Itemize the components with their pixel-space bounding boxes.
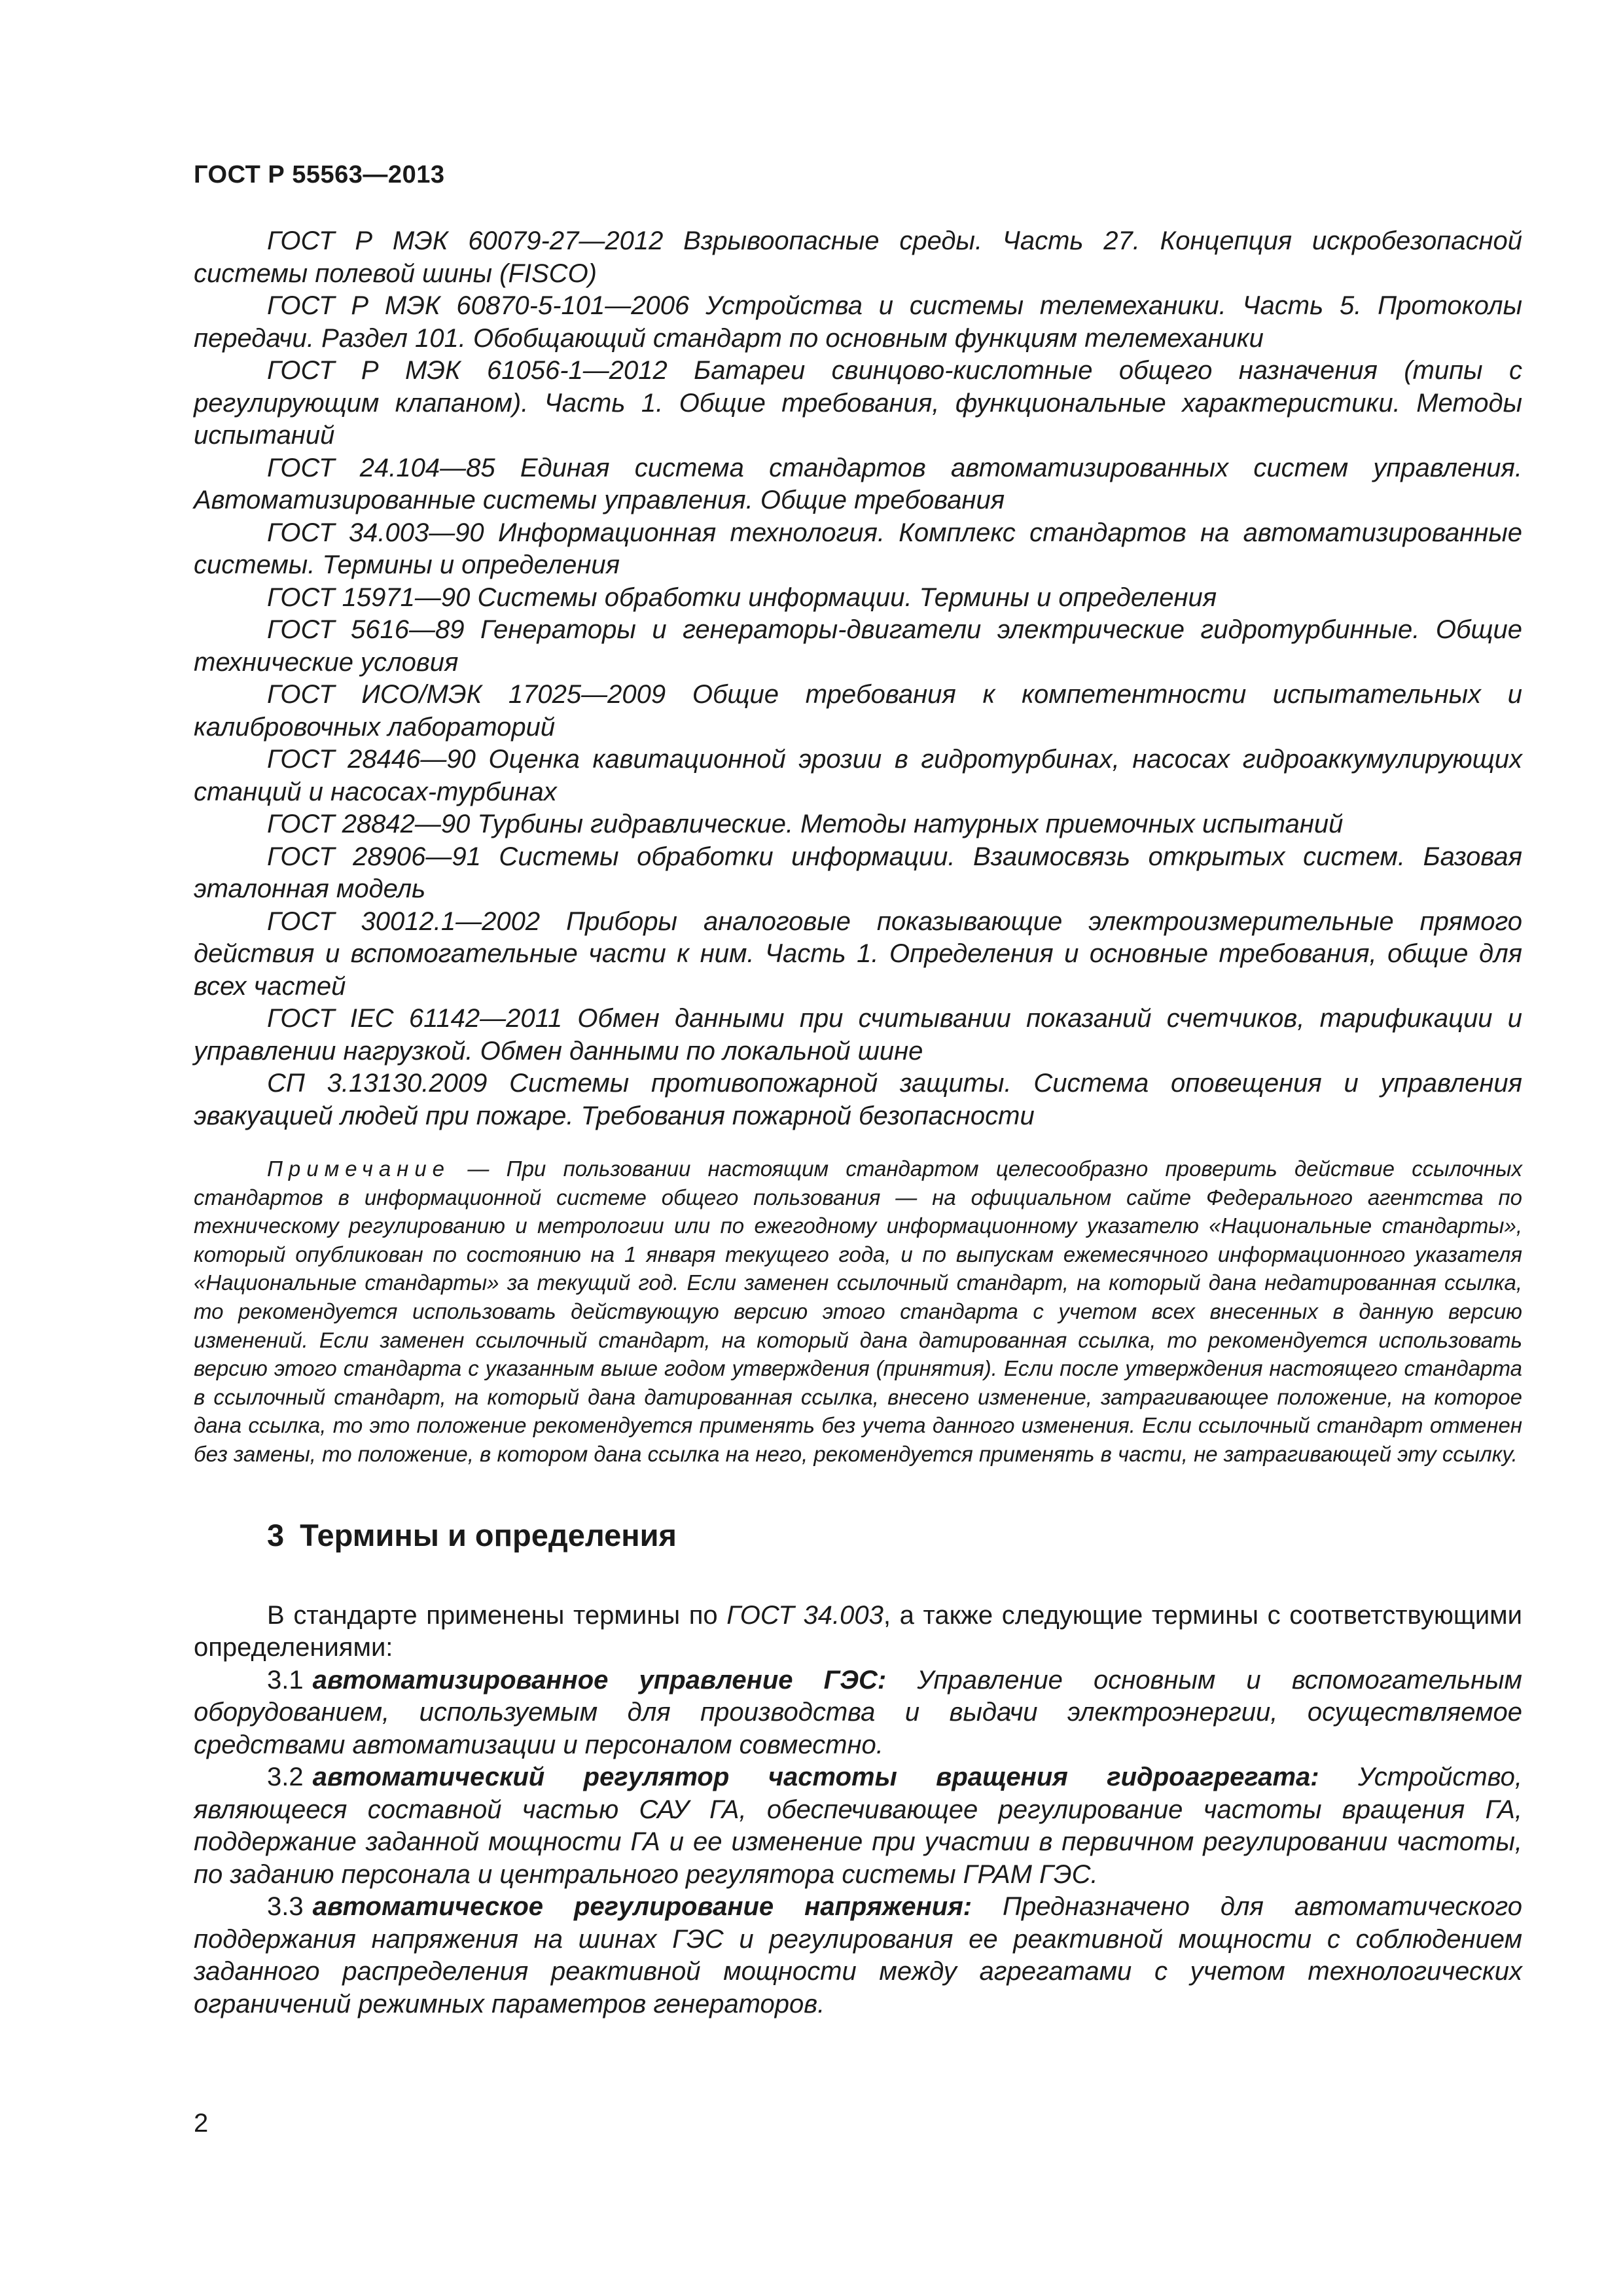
reference-item: ГОСТ 30012.1—2002 Приборы аналоговые показывающие электроизмерительные прямого действия и вспомогательные части к ним. Часть 1. Определения и основные требования, общие для всех частей — [194, 906, 1522, 1001]
terms-intro-before: В стандарте применены термины по — [267, 1600, 727, 1630]
term-number: 3.1 — [267, 1665, 304, 1695]
reference-item: ГОСТ 5616—89 Генераторы и генераторы-двигатели электрические гидротурбинные. Общие технические условия — [194, 615, 1522, 677]
reference-item: ГОСТ Р МЭК 60870-5-101—2006 Устройства и системы телемеханики. Часть 5. Протоколы передачи. Раздел 101. Обобщающий стандарт по основным функциям телемеханики — [194, 291, 1522, 353]
term-entry — [194, 1891, 1522, 2020]
term-name: автоматический регулятор частоты вращения гидроагрегата: — [312, 1763, 1319, 1792]
reference-item: ГОСТ IEC 61142—2011 Обмен данными при считывании показаний счетчиков, тарификации и управлении нагрузкой. Обмен данными по локальной шине — [194, 1004, 1522, 1066]
term-entry — [194, 1761, 1522, 1891]
reference-item: ГОСТ Р МЭК 61056-1—2012 Батареи свинцово-кислотные общего назначения (типы с регулирующим клапаном). Часть 1. Общие требования, функциональные характеристики. Методы испытаний — [194, 356, 1522, 450]
reference-item: ГОСТ 15971—90 Системы обработки информации. Термины и определения — [267, 583, 1217, 612]
terms-list — [194, 1600, 1522, 2021]
term-number: 3.2 — [267, 1763, 304, 1792]
references-note — [194, 1155, 1522, 1469]
term-definition: Предназначено для автоматического поддержания напряжения на шинах ГЭС и регулирования ее реактивной мощности с соблюдением заданного распределения реактивной мощности между агрегатами с учетом технологических ограничений режимных параметров генераторов. — [194, 1892, 1523, 2018]
section-number: 3 — [267, 1517, 285, 1552]
section-title-text: Термины и определения — [300, 1517, 677, 1552]
section-title — [194, 1516, 1522, 1555]
reference-item: ГОСТ 34.003—90 Информационная технология. Комплекс стандартов на автоматизированные системы. Термины и определения — [194, 518, 1522, 579]
reference-item: ГОСТ 28446—90 Оценка кавитационной эрозии в гидротурбинах, насосах гидроаккумулирующих станций и насосах-турбинах — [194, 745, 1522, 806]
document-header-id: ГОСТ Р 55563—2013 — [194, 161, 445, 188]
page-number: 2 — [194, 2109, 209, 2138]
reference-item: ГОСТ ИСО/МЭК 17025—2009 Общие требования к компетентности испытательных и калибровочных лабораторий — [194, 680, 1522, 742]
term-definition: Устройство, являющееся составной частью САУ ГА, обеспечивающее регулирование частоты вращения ГА, поддержание заданной мощности ГА и ее изменение при участии в первичном регулировании частоты, по заданию персонала и центрального регулятора системы ГРАМ ГЭС. — [194, 1763, 1522, 1889]
term-definition: Управление основным и вспомогательным оборудованием, используемым для производства и выдачи электроэнергии, осуществляемое средствами автоматизации и персоналом совместно. — [194, 1665, 1522, 1759]
note-label: Примечание — [267, 1157, 451, 1181]
term-name: автоматизированное управление ГЭС: — [312, 1665, 887, 1695]
page-content — [194, 225, 1522, 2020]
term-entry — [194, 1664, 1522, 1762]
term-name: автоматическое регулирование напряжения: — [312, 1892, 972, 1922]
reference-item: ГОСТ 24.104—85 Единая система стандартов автоматизированных систем управления. Автоматизированные системы управления. Общие требования — [194, 453, 1522, 514]
reference-item: СП 3.13130.2009 Системы противопожарной защиты. Система оповещения и управления эвакуацией людей при пожаре. Требования пожарной безопасности — [194, 1069, 1522, 1130]
terms-intro — [194, 1600, 1522, 1664]
note-text: — При пользовании настоящим стандартом целесообразно проверить действие ссылочных стандартов в информационной системе общего пользования — на официальном сайте Федерального агентства по техническому регулированию и метрологии или по ежегодному информационному указателю «Национальные стандарты», который опубликован по состоянию на 1 января текущего года, и по выпускам ежемесячного информационного указателя «Национальные стандарты» за текущий год. Если заменен ссылочный стандарт, на который дана недатированная ссылка, то рекомендуется использовать действующую версию этого стандарта с учетом всех внесенных в данную версию изменений. Если заменен ссылочный стандарт, на который дана датированная ссылка, то рекомендуется использовать версию этого стандарта с указанным выше годом утверждения (принятия). Если после утверждения настоящего стандарта в ссылочный стандарт, на который дана датированная ссылка, внесено изменение, затрагивающее положение, на которое дана ссылка, то это положение рекомендуется применять без учета данного изменения. Если ссылочный стандарт отменен без замены, то положение, в котором дана ссылка на него, рекомендуется применять в части, не затрагивающей эту ссылку. — [194, 1157, 1523, 1466]
reference-item: ГОСТ 28842—90 Турбины гидравлические. Методы натурных приемочных испытаний — [267, 810, 1344, 838]
normative-references-list — [194, 225, 1522, 1132]
term-number: 3.3 — [267, 1892, 304, 1922]
terms-intro-reference: ГОСТ 34.003 — [726, 1600, 883, 1630]
reference-item: ГОСТ 28906—91 Системы обработки информации. Взаимосвязь открытых систем. Базовая эталонная модель — [194, 842, 1522, 903]
terms-intro-after: , а также следующие термины с соответствующими определениями: — [194, 1600, 1523, 1662]
reference-item: ГОСТ Р МЭК 60079-27—2012 Взрывоопасные среды. Часть 27. Концепция искробезопасной системы полевой шины (FISCO) — [194, 226, 1522, 288]
